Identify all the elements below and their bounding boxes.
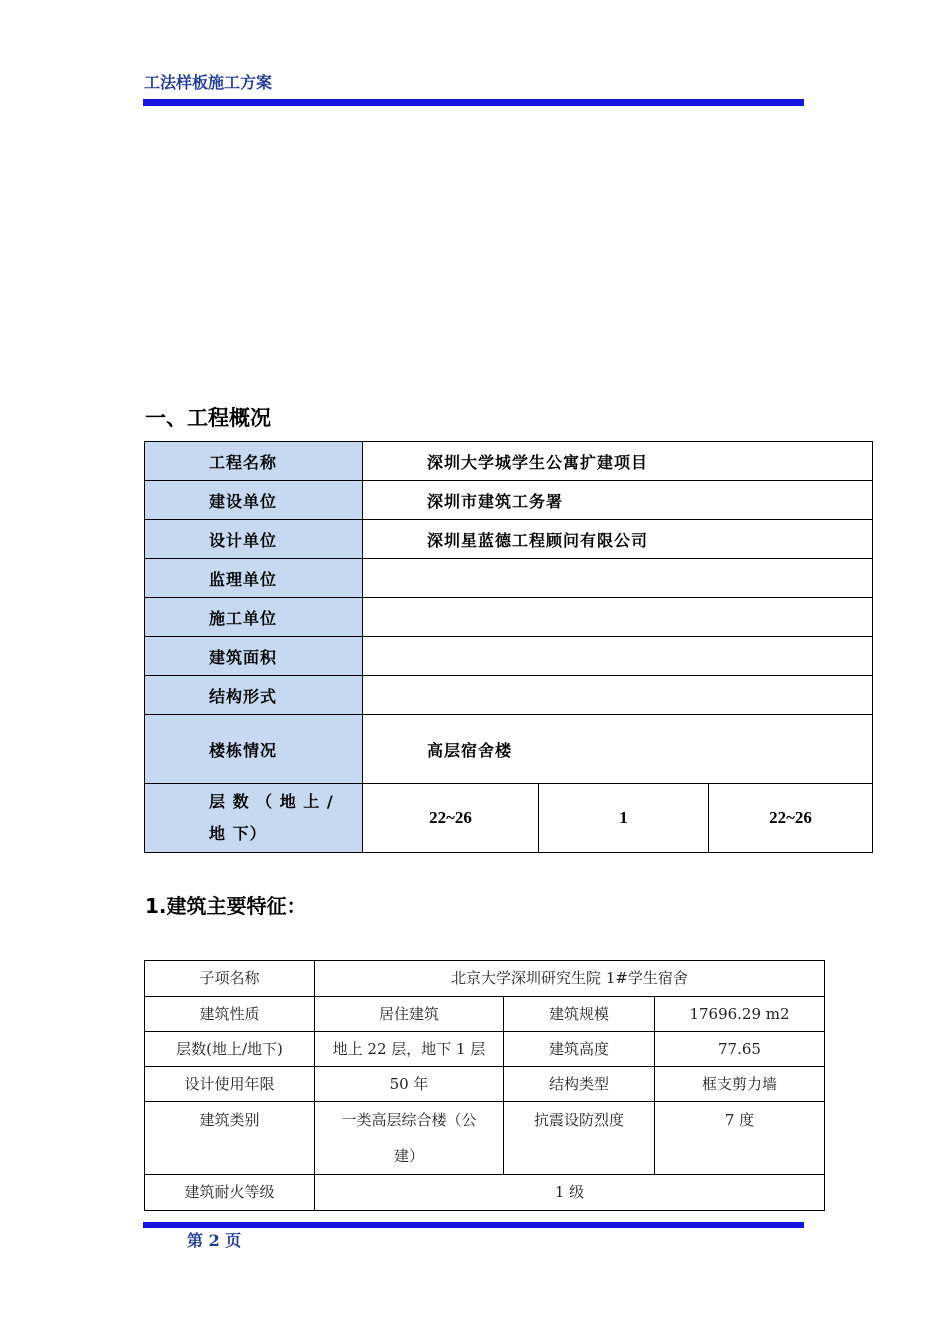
cell-label: 设计使用年限 [145,1067,315,1102]
cell-value: 地上 22 层，地下 1 层 [315,1032,504,1067]
floors-below: 1 [539,784,709,853]
table-row [145,1175,825,1211]
floors-total: 22~26 [709,784,873,853]
cell-label: 层数(地上/地下) [145,1032,315,1067]
cell-value: 1 级 [315,1175,825,1211]
row-value: 深圳大学城学生公寓扩建项目 [363,442,873,481]
table-row [145,1067,825,1102]
row-value: 深圳星蓝德工程顾问有限公司 [363,520,873,559]
header-rule [143,99,804,106]
cell-value: 7 度 [655,1102,825,1175]
table-row [145,1102,825,1175]
page-number: 第 2 页 [187,1231,242,1250]
table-row [145,676,873,715]
floors-row [145,784,873,853]
floors-above: 22~26 [363,784,539,853]
row-value [363,559,873,598]
footer-rule [143,1222,804,1228]
project-overview-table [144,441,873,853]
row-value: 高层宿舍楼 [363,715,873,784]
cell-value: 一类高层综合楼（公建） [315,1102,504,1175]
cell-value: 50 年 [315,1067,504,1102]
table-row [145,598,873,637]
cell-label: 抗震设防烈度 [504,1102,655,1175]
row-label: 施工单位 [145,598,363,637]
cell-value: 17696.29 m2 [655,997,825,1032]
row-value [363,598,873,637]
cell-label: 建筑规模 [504,997,655,1032]
table-row [145,481,873,520]
section-title: 一、工程概况 [145,406,271,430]
table-row [145,1032,825,1067]
row-value: 深圳市建筑工务署 [363,481,873,520]
row-label: 建设单位 [145,481,363,520]
row-label: 建筑面积 [145,637,363,676]
row-label: 设计单位 [145,520,363,559]
cell-value: 77.65 [655,1032,825,1067]
cell-value: 北京大学深圳研究生院 1#学生宿舍 [315,961,825,997]
row-label: 楼栋情况 [145,715,363,784]
table-row [145,961,825,997]
row-value [363,637,873,676]
cell-label: 子项名称 [145,961,315,997]
row-label: 工程名称 [145,442,363,481]
cell-label: 结构类型 [504,1067,655,1102]
table-row [145,715,873,784]
table-row [145,442,873,481]
table-row [145,997,825,1032]
table-row [145,637,873,676]
cell-value: 居住建筑 [315,997,504,1032]
cell-label: 建筑性质 [145,997,315,1032]
building-features-table [144,960,825,1211]
cell-label: 建筑高度 [504,1032,655,1067]
subsection-title: 1.建筑主要特征： [145,894,307,918]
table-row [145,520,873,559]
cell-label: 建筑耐火等级 [145,1175,315,1211]
row-value [363,676,873,715]
row-label: 结构形式 [145,676,363,715]
row-label: 监理单位 [145,559,363,598]
table-row [145,559,873,598]
floors-label: 层 数 （ 地 上 / 地 下） [145,784,363,853]
cell-label: 建筑类别 [145,1102,315,1175]
header-title: 工法样板施工方案 [144,73,273,92]
cell-value: 框支剪力墙 [655,1067,825,1102]
